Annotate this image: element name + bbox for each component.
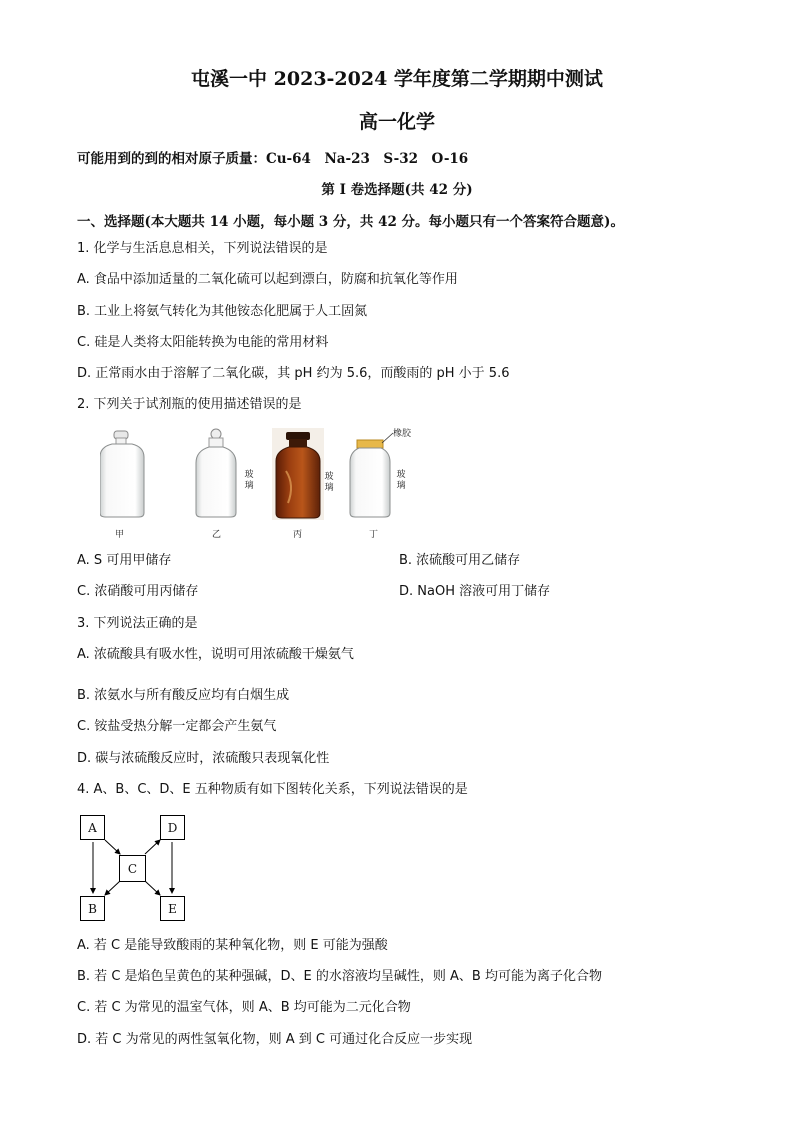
bottle-yi	[196, 429, 236, 517]
bottle-jia	[100, 431, 144, 517]
bottle-label-jia: 甲	[115, 530, 125, 540]
bottle-label-bing: 丙	[293, 530, 303, 540]
bottle-label-ding: 丁	[369, 530, 379, 540]
rubber-label: 橡胶	[393, 429, 412, 439]
section-heading: 一、选择题(本大题共 14 小题，每小题 3 分，共 42 分。每小题只有一个答案符合题意)。	[77, 214, 624, 230]
node-d: D	[160, 815, 185, 840]
q3-option-a: A. 浓硫酸具有吸水性，说明可用浓硫酸干燥氨气	[77, 647, 354, 662]
volume-title: 第 I 卷选择题(共 42 分)	[321, 182, 473, 198]
q1-option-d: D. 正常雨水由于溶解了二氧化碳，其 pH 约为 5.6，而酸雨的 pH 小于 5.6	[77, 366, 510, 381]
bottle-label-yi: 乙	[212, 530, 222, 540]
exam-title: 屯溪一中 2023-2024 学年度第二学期期中测试	[191, 68, 603, 90]
node-e: E	[160, 896, 185, 921]
q2-option-a: A. S 可用甲储存	[77, 553, 172, 568]
q3-option-d: D. 碳与浓硫酸反应时，浓硫酸只表现氧化性	[77, 751, 330, 766]
q1-stem: 1. 化学与生活息息相关，下列说法错误的是	[77, 241, 328, 256]
q2-option-d: D. NaOH 溶液可用丁储存	[399, 584, 551, 599]
q3-option-b: B. 浓氨水与所有酸反应均有白烟生成	[77, 688, 290, 703]
node-a: A	[80, 815, 105, 840]
exam-subtitle: 高一化学	[358, 111, 435, 133]
glass-label-yi: 玻 璃	[244, 470, 254, 491]
q4-option-c: C. 若 C 为常见的温室气体，则 A、B 均可能为二元化合物	[77, 1000, 411, 1015]
glass-label-bing: 玻 璃	[324, 472, 334, 493]
q1-option-a: A. 食品中添加适量的二氧化硫可以起到漂白，防腐和抗氧化等作用	[77, 272, 458, 287]
q2-stem: 2. 下列关于试剂瓶的使用描述错误的是	[77, 397, 302, 412]
q2-option-c: C. 浓硝酸可用丙储存	[77, 584, 199, 599]
q4-option-b: B. 若 C 是焰色呈黄色的某种强碱，D、E 的水溶液均呈碱性，则 A、B 均可能为离子化合物	[77, 969, 602, 984]
bottle-bing	[272, 428, 324, 520]
bottle-ding	[350, 433, 393, 517]
atomic-masses: 可能用到的到的相对原子质量：Cu-64 Na-23 S-32 O-16	[77, 151, 469, 167]
q3-stem: 3. 下列说法正确的是	[77, 616, 198, 631]
q2-option-b: B. 浓硫酸可用乙储存	[399, 553, 521, 568]
glass-label-ding: 玻 璃	[396, 470, 406, 491]
node-b: B	[80, 896, 105, 921]
q3-option-c: C. 铵盐受热分解一定都会产生氨气	[77, 719, 277, 734]
reagent-bottles-figure	[100, 425, 420, 520]
node-c: C	[119, 855, 146, 882]
q4-option-a: A. 若 C 是能导致酸雨的某种氧化物，则 E 可能为强酸	[77, 938, 388, 953]
q4-stem: 4. A、B、C、D、E 五种物质有如下图转化关系，下列说法错误的是	[77, 782, 468, 797]
q1-option-c: C. 硅是人类将太阳能转换为电能的常用材料	[77, 335, 329, 350]
q1-option-b: B. 工业上将氨气转化为其他铵态化肥属于人工固氮	[77, 304, 368, 319]
q4-option-d: D. 若 C 为常见的两性氢氧化物，则 A 到 C 可通过化合反应一步实现	[77, 1032, 473, 1047]
